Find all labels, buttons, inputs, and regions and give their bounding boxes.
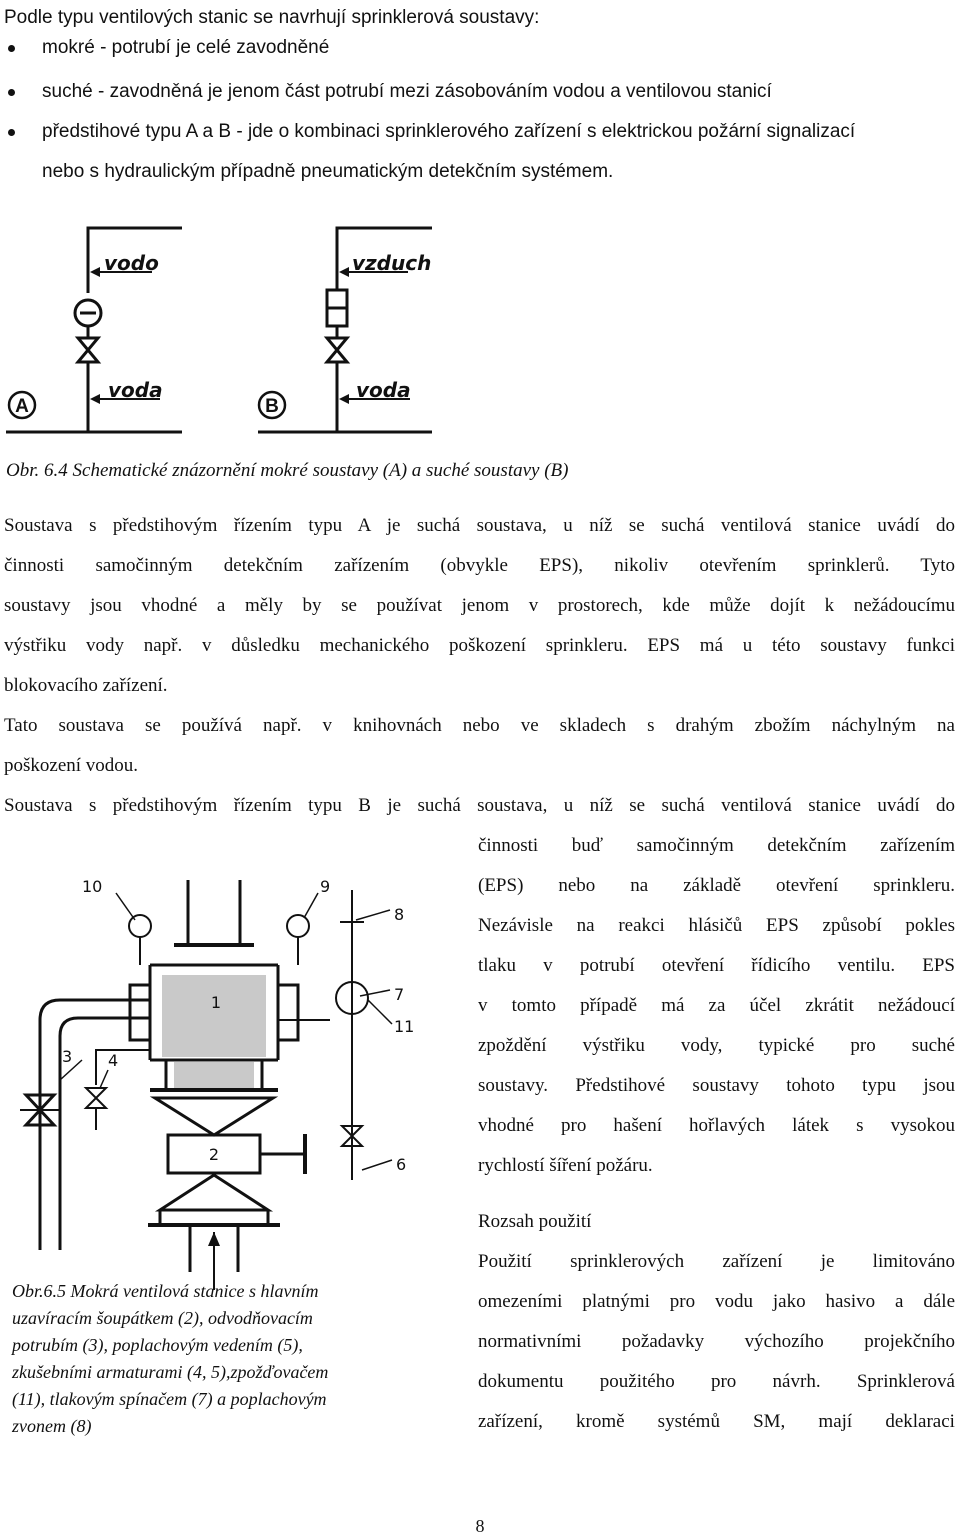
part-number: 2 xyxy=(208,1145,220,1164)
paragraph-line: Soustava s předstihovým řízením typu A je suchá soustava, u níž se suchá ventilová stanice uvádí do xyxy=(4,515,955,536)
figure-caption-6-5: potrubím (3), poplachovým vedením (5), xyxy=(12,1335,303,1355)
part-number: 1 xyxy=(210,993,222,1012)
part-number: 8 xyxy=(394,905,405,924)
bullet-item-dry: suché - zavodněná je jenom část potrubí mezi zásobováním vodou a ventilovou stanicí xyxy=(42,81,772,102)
word: deklaraci xyxy=(885,1411,955,1432)
label-b: B xyxy=(265,396,279,417)
page-number: 8 xyxy=(475,1516,485,1536)
paragraph-line: Soustava s předstihovým řízením typu B je suchá soustava, u níž se suchá ventilová stanice uvádí do xyxy=(4,795,955,816)
label-a: A xyxy=(15,396,29,417)
part-number: 7 xyxy=(394,985,405,1004)
figure-caption-6-5: (11), tlakovým spínačem (7) a poplachovým xyxy=(12,1389,327,1409)
bullet-item-preaction: předstihové typu A a B - jde o kombinaci sprinklerového zařízení s elektrickou požární signalizací xyxy=(42,121,856,142)
paragraph-line: blokovacího zařízení. xyxy=(4,675,168,696)
part-number: 4 xyxy=(108,1051,119,1070)
paragraph-line: Nezávisle na reakci hlásičů EPS způsobí pokles xyxy=(478,915,955,936)
intro-heading: Podle typu ventilových stanic se navrhují sprinklerová soustavy: xyxy=(4,7,540,28)
word: systémů xyxy=(657,1411,720,1432)
paragraph-line: vhodné pro hašení hořlavých látek s vysokou xyxy=(478,1115,955,1136)
paragraph-line: (EPS) nebo na základě otevření sprinkleru. xyxy=(478,875,955,896)
part-number: 3 xyxy=(62,1047,73,1066)
paragraph-line: poškození vodou. xyxy=(4,755,139,776)
paragraph-line: v tomto případě má za účel zkrátit nežádoucí xyxy=(478,995,955,1016)
paragraph-line: Tato soustava se používá např. v knihovnách nebo ve skladech s drahým zbožím náchylným na xyxy=(4,715,955,736)
paragraph-line: výstřiku vody např. v důsledku mechanického poškození sprinkleru. EPS má u této soustavy funkci xyxy=(4,635,955,656)
paragraph-line: dokumentu použitého pro návrh. Sprinklerová xyxy=(478,1371,955,1392)
paragraph-line: zpoždění výstřiku vody, typické pro suché xyxy=(478,1035,955,1056)
section-title: Rozsah použití xyxy=(478,1211,592,1232)
part-number: 6 xyxy=(396,1155,407,1174)
label-b-top: vzduch xyxy=(352,251,432,275)
paragraph-line: normativními požadavky výchozího projekčního xyxy=(478,1331,955,1352)
figure-caption-6-4: Obr. 6.4 Schematické znázornění mokré soustavy (A) a suché soustavy (B) xyxy=(6,460,569,481)
paragraph-line: Použití sprinklerových zařízení je limitováno xyxy=(478,1251,955,1272)
paragraph-line: činnosti samočinným detekčním zařízením (obvykle EPS), nikoliv otevřením sprinklerů. Tyto xyxy=(4,555,955,576)
word: kromě xyxy=(576,1411,625,1432)
part-number: 10 xyxy=(82,877,103,896)
figure-caption-6-5: Obr.6.5 Mokrá ventilová stanice s hlavním xyxy=(12,1281,319,1301)
word: zařízení, xyxy=(478,1411,543,1432)
paragraph-line: omezeními platnými pro vodu jako hasivo a dále xyxy=(478,1291,955,1312)
word: SM, xyxy=(753,1411,786,1432)
figure-caption-6-5: uzavíracím šoupátkem (2), odvodňovacím xyxy=(12,1308,313,1328)
figure-caption-6-5: zkušebními armaturami (4, 5),zpožďovačem xyxy=(12,1362,329,1382)
label-a-bottom: voda xyxy=(108,378,163,402)
word: mají xyxy=(818,1411,853,1432)
paragraph-line: tlaku v potrubí otevření řídicího ventilu. EPS xyxy=(478,955,955,976)
bullet-item-wet: mokré - potrubí je celé zavodněné xyxy=(42,37,330,58)
label-a-top: vodo xyxy=(104,251,159,275)
figure-caption-6-5: zvonem (8) xyxy=(12,1416,92,1436)
label-b-bottom: voda xyxy=(356,378,411,402)
paragraph-line: soustavy. Předstihové soustavy tohoto typu jsou xyxy=(478,1075,955,1096)
part-number: 9 xyxy=(320,877,331,896)
paragraph-line: rychlostí šíření požáru. xyxy=(478,1155,653,1176)
part-number: 11 xyxy=(394,1017,415,1036)
paragraph-line: soustavy jsou vhodné a měly by se používat jenom v prostorech, kde může dojít k nežádoucímu xyxy=(4,595,955,616)
bullet-item-preaction-cont: nebo s hydraulickým případně pneumatickým detekčním systémem. xyxy=(42,161,614,182)
paragraph-line: činnosti buď samočinným detekčním zařízením xyxy=(478,835,955,856)
